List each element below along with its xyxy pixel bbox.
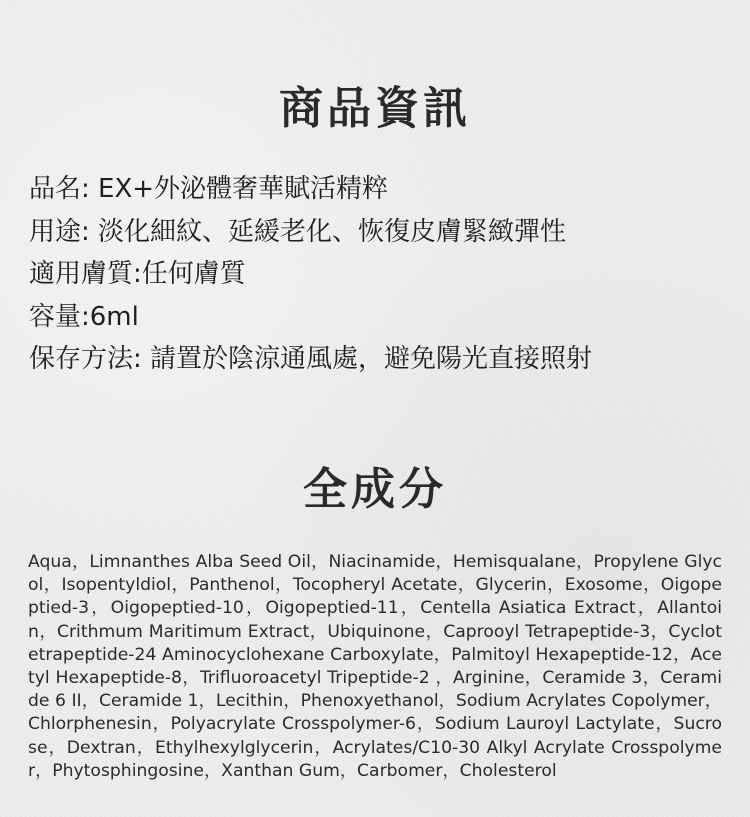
product-info-heading: 商品資訊 [279,83,471,134]
product-name-line: 品名: EX+外泌體奢華賦活精粹 [29,174,389,204]
ingredients-heading: 全成分 [303,464,447,515]
product-info-list [29,168,729,381]
volume-line: 容量:6ml [29,301,139,332]
storage-method-line: 保存方法: 請置於陰涼通風處，避免陽光直接照射 [29,344,593,374]
product-usage-line: 用途: 淡化細紋、延緩老化、恢復皮膚緊緻彈性 [29,216,567,247]
ingredients-text: Aqua，Limnanthes Alba Seed Oil，Niacinamide，Hemisqualane，Propylene Glycol，Isopentyldiol，Panthenol，Tocopheryl Acetate，Glycerin，Exosome，Oigopeptied-3，Oigopeptied-10，Oigopeptied-11，Centella Asiatica Extract，Allantoin，Crithmum Maritimum Extract，Ubiquinone，Caprooyl Tetrapeptide-3，Cyclotetrapeptide-24 Aminocyclohexane Carboxylate，Palmitoyl Hexapeptide-12，Acetyl Hexapeptide-8，Trifluoroacetyl Tripeptide-2 ，Arginine，Ceramide 3，Ceramide 6 II，Ceramide 1，Lecithin，Phenoxyethanol，Sodium Acrylates Copolymer，Chlorphenesin，Polyacrylate Crosspolymer-6，Sodium Lauroyl Lactylate，Sucrose，Dextran，Ethylhexylglycerin，Acrylates/C10-30 Alkyl Acrylate Crosspolymer，Phytosphingosine，Xanthan Gum，Carbomer，Cholesterol [28,552,723,781]
skin-type-line: 適用膚質:任何膚質 [29,259,246,289]
